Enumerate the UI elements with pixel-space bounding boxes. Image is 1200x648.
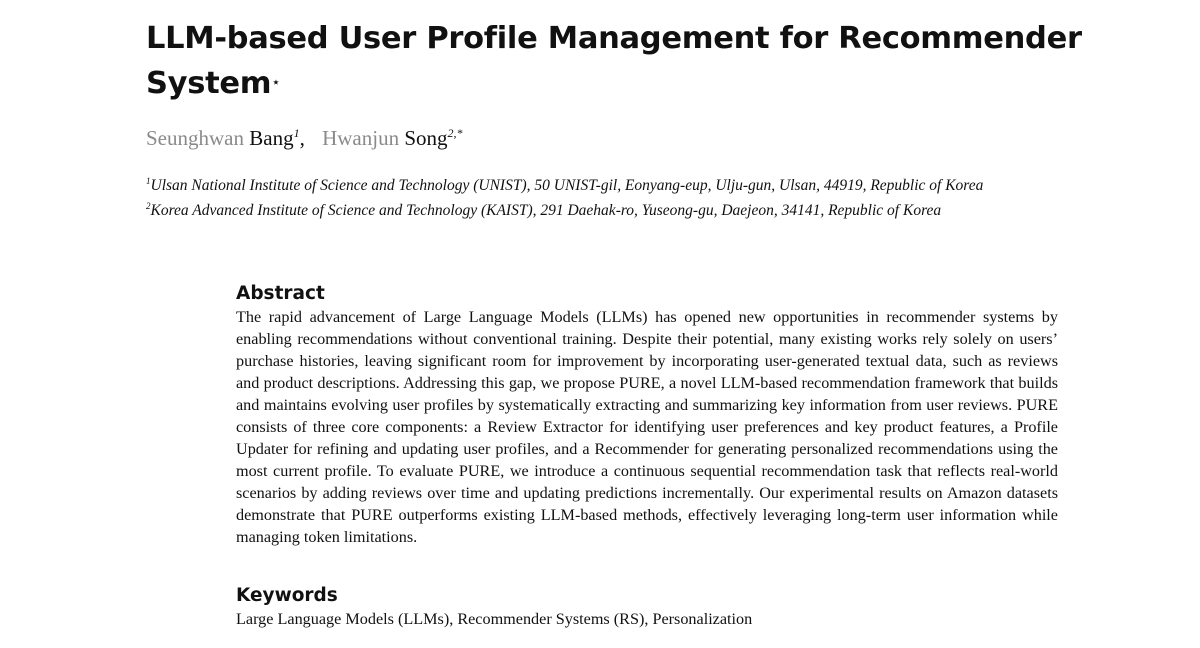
keywords-heading: Keywords (236, 585, 338, 606)
author-affiliation-mark: 1 (293, 126, 300, 140)
keywords-section (236, 584, 1058, 630)
affiliation-mark: 2 (146, 201, 151, 211)
affiliation (146, 174, 1056, 199)
author-given-name: Hwanjun (322, 126, 400, 150)
author-separator: , (299, 126, 305, 150)
affiliation-mark: 1 (146, 176, 151, 186)
abstract-body: The rapid advancement of Large Language Models (LLMs) has opened new opportunities in recommender systems by enabling recommendations without conventional training. Despite their potential, many existing works rely solely on users’ purchase histories, leaving significant room for improvement by incorporating user-generated textual data, such as reviews and product descriptions. Addressing this gap, we propose PURE, a novel LLM-based recommendation framework that builds and maintains evolving user profiles by systematically extracting and summarizing key information from user reviews. PURE consists of three core components: a Review Extractor for identifying user preferences and key product features, a Profile Updater for refining and updating user profiles, and a Recommender for generating personalized recommendations using the most current profile. To evaluate PURE, we introduce a continuous sequential recommendation task that reflects real-world scenarios by adding reviews over time and updating predictions incrementally. Our experimental results on Amazon datasets demonstrate that PURE outperforms existing LLM-based methods, effectively leveraging long-term user information while managing token limitations. (236, 308, 1058, 546)
affiliation-text: Ulsan National Institute of Science and Technology (UNIST), 50 UNIST-gil, Eonyang-eup, Ulju-gun, Ulsan, 44919, Republic of Korea (150, 177, 984, 194)
author-given-name: Seunghwan (146, 126, 244, 150)
author-family-name: Song (404, 126, 448, 150)
abstract-heading: Abstract (236, 283, 325, 304)
author-list (146, 124, 463, 155)
author-family-name: Bang (249, 126, 294, 150)
abstract-section (236, 282, 1058, 548)
affiliation-text: Korea Advanced Institute of Science and Technology (KAIST), 291 Daehak-ro, Yuseong-gu, Daejeon, 34141, Republic of Korea (150, 202, 942, 219)
affiliation-list (146, 174, 1056, 224)
author (146, 126, 300, 150)
author-affiliation-mark: 2,* (447, 126, 463, 140)
keywords-list: Large Language Models (LLMs), Recommender Systems (RS), Personalization (236, 610, 753, 628)
paper-title (146, 16, 1086, 111)
affiliation (146, 199, 1056, 224)
author (322, 126, 462, 150)
title-footnote-mark: ⋆ (271, 73, 281, 91)
paper-title-text: LLM-based User Profile Management for Recommender System (146, 21, 1082, 101)
